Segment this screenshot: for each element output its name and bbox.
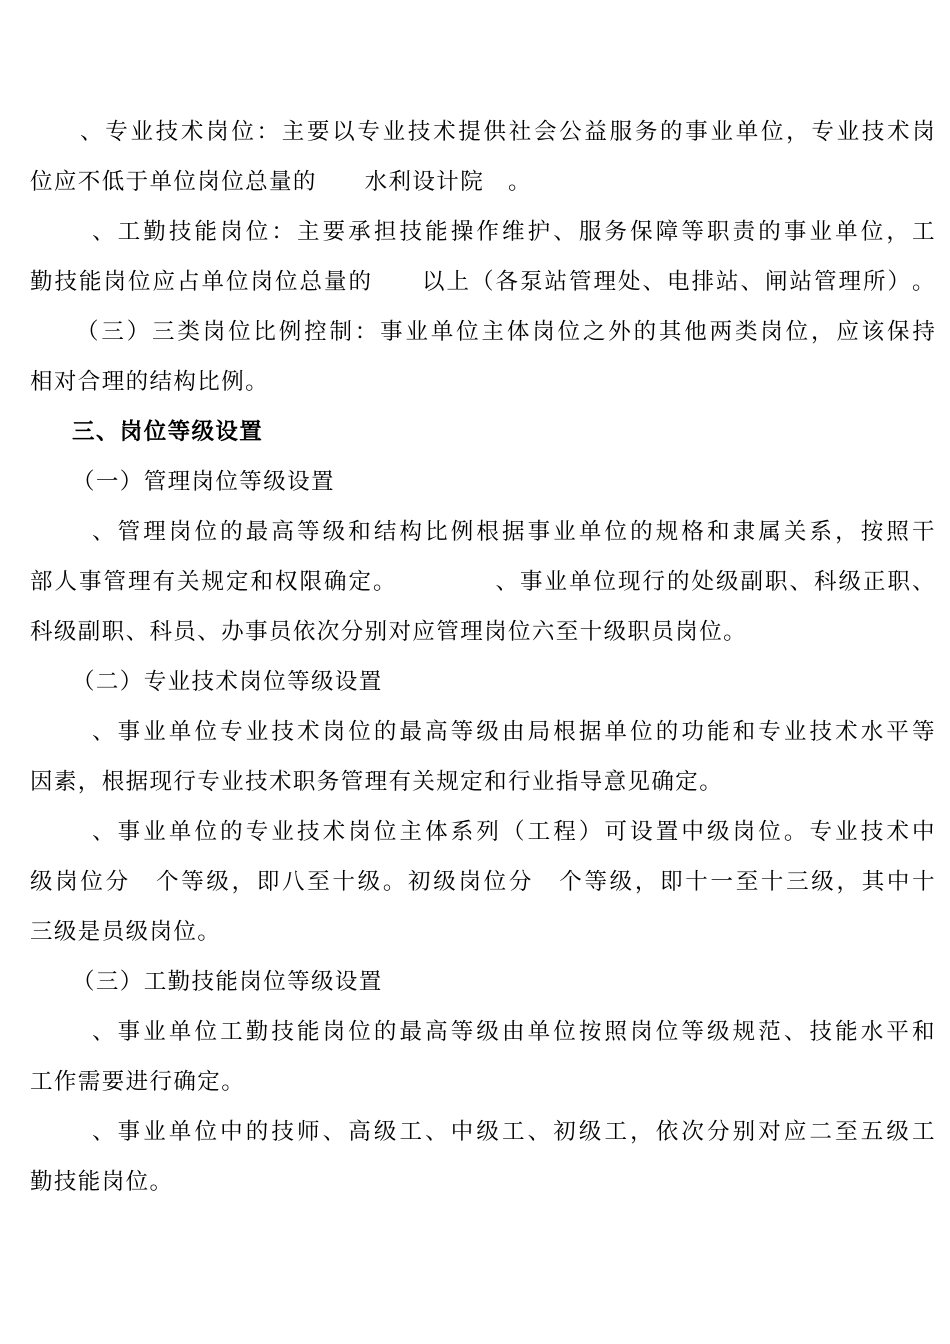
paragraph-line: （ 三 ） 三 类 岗 位 比 例 控 制 ： 事 业 单 位 主 体 岗 位 之 外 的 其 他 两 类 岗 位 ， 应 该 保 持 [76,319,935,345]
paragraph-line: 因素，根据现行专业技术职务管理有关规定和行业指导意见确定。 [30,769,724,795]
paragraph-line: 勤 技 能 岗 位 应 占 单 位 岗 位 总 量 的 以 上 （ 各 泵 站 管 理 处 、 电 排 站 、 闸 站 管 理 所 ） 。 [30,269,935,295]
paragraph-line: 三级是员级岗位。 [30,919,222,945]
paragraph-line: 工作需要进行确定。 [30,1069,246,1095]
paragraph-line: 部 人 事 管 理 有 关 规 定 和 权 限 确 定 。 、 事 业 单 位 现 行 的 处 级 副 职 、 科 级 正 职 、 [30,569,935,595]
paragraph-line: 级 岗 位 分 个 等 级 ， 即 八 至 十 级 。 初 级 岗 位 分 个 等 级 ， 即 十 一 至 十 三 级 ， 其 中 十 [30,869,935,895]
paragraph-line: 位应不低于单位岗位总量的 水利设计院 。 [30,169,532,195]
subsection-heading: （三）工勤技能岗位等级设置 [72,969,383,995]
paragraph-line: 相对合理的结构比例。 [30,369,270,395]
paragraph-line: 、 事 业 单 位 的 专 业 技 术 岗 位 主 体 系 列 （ 工 程 ） 可 设 置 中 级 岗 位 。 专 业 技 术 中 [92,819,935,845]
section-heading: 三、岗位等级设置 [72,419,264,445]
paragraph-line: 、 事 业 单 位 工 勤 技 能 岗 位 的 最 高 等 级 由 单 位 按 照 岗 位 等 级 规 范 、 技 能 水 平 和 [92,1019,935,1045]
paragraph-line: 、 工 勤 技 能 岗 位 ： 主 要 承 担 技 能 操 作 维 护 、 服 务 保 障 等 职 责 的 事 业 单 位 ， 工 [92,219,935,245]
paragraph-line: 科级副职、科员、办事员依次分别对应管理岗位六至十级职员岗位。 [30,619,748,645]
subsection-heading: （一）管理岗位等级设置 [72,469,335,495]
subsection-heading: （二）专业技术岗位等级设置 [72,669,383,695]
paragraph-line: 勤技能岗位。 [30,1169,174,1195]
paragraph-line: 、 事 业 单 位 中 的 技 师 、 高 级 工 、 中 级 工 、 初 级 工 ， 依 次 分 别 对 应 二 至 五 级 工 [92,1119,935,1145]
paragraph-line: 、 专 业 技 术 岗 位 ： 主 要 以 专 业 技 术 提 供 社 会 公 益 服 务 的 事 业 单 位 ， 专 业 技 术 岗 [80,119,935,145]
paragraph-line: 、 事 业 单 位 专 业 技 术 岗 位 的 最 高 等 级 由 局 根 据 单 位 的 功 能 和 专 业 技 术 水 平 等 [92,719,935,745]
paragraph-line: 、 管 理 岗 位 的 最 高 等 级 和 结 构 比 例 根 据 事 业 单 位 的 规 格 和 隶 属 关 系 ， 按 照 干 [92,519,935,545]
